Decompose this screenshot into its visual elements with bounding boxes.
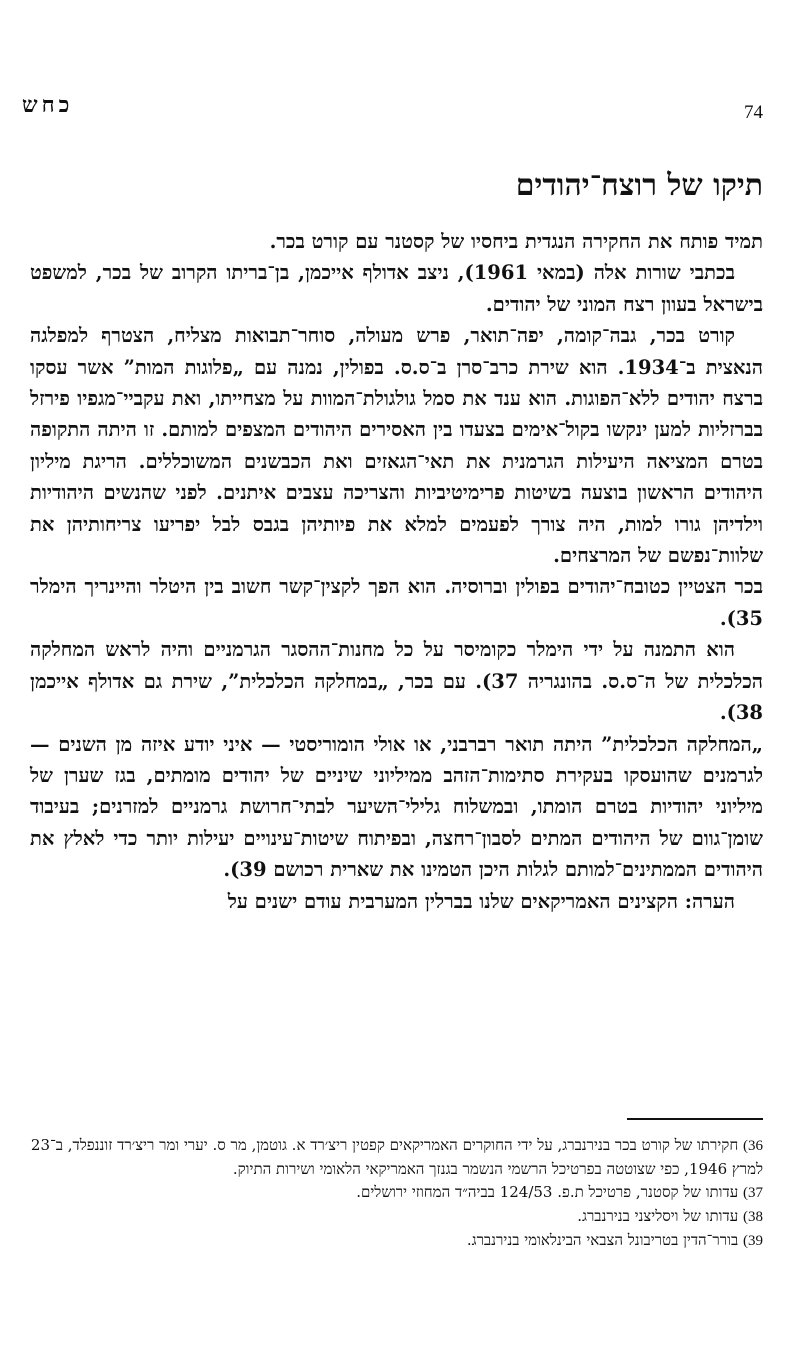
footnote — [30, 1181, 763, 1205]
footnote-text: עדותו של ויסליצני בנירנברג. — [577, 1207, 739, 1225]
footnote-text: חקירתו של קורט בכר בנירנברג, על ידי החוקרים האמריקאים קפטין ריצ׳רד א. גוטמן, מר ס. יערי ומר ריצ׳רד זוננפלד, ב־23 למרץ 1946, כפי שצוטטה בפרטיכל הרשמי הנשמר בגנזך האמריקאי הלאומי ושירות התיוק. — [30, 1136, 763, 1178]
paragraph: בכר הצטיין כטובח־יהודים בפולין וברוסיה. הוא הפך לקצין־קשר חשוב בין היטלר והיינריך הימלר 35). — [30, 575, 763, 630]
footnote-number: 36) — [743, 1138, 763, 1154]
running-head: כחש — [22, 92, 74, 118]
paragraph: בכתבי שורות אלה (במאי 1961), ניצב אדולף אייכמן, בן־בריתו הקרוב של בכר, למשפט בישראל בעוון רצח המוני של יהודים. — [30, 261, 763, 316]
body-text — [30, 226, 763, 917]
page-number: 74 — [744, 102, 763, 123]
footnotes — [30, 1134, 763, 1253]
chapter-title: תיקו של רוצח־יהודים — [515, 168, 763, 203]
footnote-divider — [627, 1118, 763, 1120]
paragraph: הערה: הקצינים האמריקאים שלנו בברלין המערבית עודם ישנים על — [227, 889, 735, 913]
footnote — [30, 1205, 763, 1229]
paragraph: קורט בכר, גבה־קומה, יפה־תואר, פרש מעולה, סוחר־תבואות מצליח, הצטרף למפלגה הנאצית ב־1934. הוא שירת כרב־סרן ב־ס.ס. בפולין, נמנה עם „פלוגות המות” אשר עסקו ברצח יהודים ללא־הפוגות. הוא ענד את סמל גולגולת־המוות על מצחייתו, ואת עקביי־מגפיו פירזל בברזליות למען ינקשו בקול־אימים בצעדו בין האסירים היהודים המצפים למותם. זו היתה התקופה בטרם המציאה היעילות הגרמנית את תאי־הגאזים ואת הכבשנים המשוכללים. הריגת מיליון היהודים הראשון בוצעה בשיטות פרימיטיביות והצריכה עצבים איתנים. לפני שהנשים היהודיות וילדיהן גורו למות, היה צורך לפעמים למלא את פיותיהן בגבס לבל יפריעו צריחותיהן את שלוות־נפשם של המרצחים. — [30, 324, 763, 568]
footnote — [30, 1134, 763, 1181]
footnote-text: בורר־הדין בטריבונל הצבאי הבינלאומי בנירנברג. — [466, 1231, 739, 1249]
footnote-text: עדותו של קסטנר, פרטיכל ת.פ. 124/53 בביה״ד המחוזי ירושלים. — [356, 1183, 739, 1201]
paragraph: „המחלקה הכלכלית” היתה תואר רברבני, או אולי הומוריסטי — איני יודע איזה מן השנים — לגרמנים שהועסקו בעקירת סתימות־הזהב ממיליוני שיניים של יהודים מומתים, בגז שערן של מיליוני יהודיות בטרם הומתו, ובמשלוח גלילי־השיער לבתי־חרושת גרמניים למזרנים; בעיבוד שומן־גוום של היהודים המתים לסבון־רחצה, ובפיתוח שיטות־עינויים יעילות יותר כדי לאלץ את היהודים הממתינים־למותם לגלות היכן הטמינו את שארית רכושם 39). — [30, 732, 763, 882]
paragraph: הוא התמנה על ידי הימלר כקומיסר על כל מחנות־ההסגר הגרמניים והיה לראש המחלקה הכלכלית של ה־ס.ס. בהונגריה 37). עם בכר, „במחלקה הכלכלית”, שירת גם אדולף אייכמן 38). — [30, 638, 763, 725]
footnote — [30, 1229, 763, 1253]
footnote-number: 38) — [743, 1209, 763, 1225]
footnote-number: 39) — [743, 1233, 763, 1249]
footnote-number: 37) — [743, 1185, 763, 1201]
paragraph: תמיד פותח את החקירה הנגדית ביחסיו של קסטנר עם קורט בכר. — [269, 230, 763, 253]
